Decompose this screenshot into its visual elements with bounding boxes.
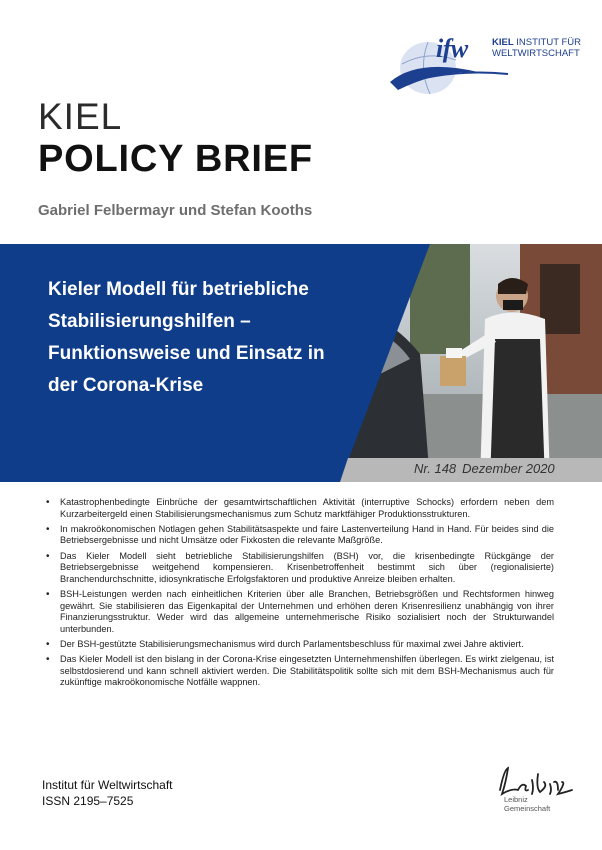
footer-institute bbox=[42, 777, 172, 809]
institute-name: Institut für Weltwirtschaft bbox=[42, 778, 173, 792]
leibniz-line1: Leibniz bbox=[504, 795, 528, 804]
issue-date: Dezember 2020 bbox=[462, 461, 555, 476]
leibniz-label bbox=[504, 796, 550, 813]
key-point: • Katastrophenbedingte Einbrüche der gesamtwirtschaftlichen Aktivität (interruptive Schocks) erfordern neben dem Kurzarbeitergeld einen Stabilisierungsmechanismus zum Schutz marktfähiger Produktionsstrukturen. bbox=[46, 497, 554, 520]
issue-number: Nr. 148 bbox=[414, 461, 457, 476]
issn: ISSN 2195–7525 bbox=[42, 794, 134, 808]
issue-info bbox=[414, 461, 561, 476]
key-points-list bbox=[46, 497, 554, 692]
globe-icon bbox=[388, 24, 593, 104]
leibniz-line2: Gemeinschaft bbox=[504, 803, 551, 813]
authors: Gabriel Felbermayr und Stefan Kooths bbox=[38, 202, 313, 219]
logo-ifw-text: ifw bbox=[436, 34, 468, 63]
logo-kiel-bold: KIEL bbox=[492, 37, 514, 48]
logo-institute-line2: WELTWIRTSCHAFT bbox=[492, 47, 580, 59]
series-title-top: KIEL bbox=[38, 96, 123, 137]
series-title-main: POLICY BRIEF bbox=[38, 138, 313, 180]
key-point: • Das Kieler Modell sieht betriebliche Stabilisierungshilfen (BSH) vor, die krisenbedingte Rückgänge der Betriebsergebnisse weitgehend kompensieren. Krisenbetroffenheit bestimmt sich über (regionalisierte) Branchendurchschnitte, idiosynkratische Erfolgsfaktoren und produktive Anreize bleiben erhalten. bbox=[46, 551, 554, 586]
key-point: • In makroökonomischen Notlagen gehen Stabilitätsaspekte und faire Lastenverteilung Hand in Hand. Für beides sind die Betriebsergebnisse und nicht Umsätze oder Fixkosten die relevante Maßgröße. bbox=[46, 524, 554, 547]
ifw-logo bbox=[388, 24, 593, 104]
logo-institute-name bbox=[492, 38, 592, 59]
key-point: • Der BSH-gestützte Stabilisierungsmechanismus wird durch Parlamentsbeschluss für maximal zwei Jahre aktiviert. bbox=[46, 639, 554, 651]
key-point: • BSH-Leistungen werden nach einheitlichen Kriterien über alle Branchen, Betriebsgrößen und Rechtsformen hinweg gewährt. Sie stabilisieren das Eigenkapital der Unternehmen und erhöhen deren Krisenresilienz unabhängig von ihrer Finanzierungsstruktur. Weder wird das allgemeine unternehmerische Risiko sozialisiert noch der Strukturwandel unterbunden. bbox=[46, 589, 554, 635]
key-point: • Das Kieler Modell ist den bislang in der Corona-Krise eingesetzten Unternehmenshilfen überlegen. Es wirkt zielgenau, ist selbstdosierend und kann schnell aktiviert werden. Die Stabilitätspolitik sollte sich mit dem BSH-Mechanismus auch für zukünftige makroökonomische Notfälle wappnen. bbox=[46, 654, 554, 689]
logo-institute-rest: INSTITUT FÜR bbox=[513, 37, 582, 48]
brief-title: Kieler Modell für betriebliche Stabilisierungshilfen – Funktionsweise und Einsatz in der Corona-Krise bbox=[48, 279, 325, 396]
